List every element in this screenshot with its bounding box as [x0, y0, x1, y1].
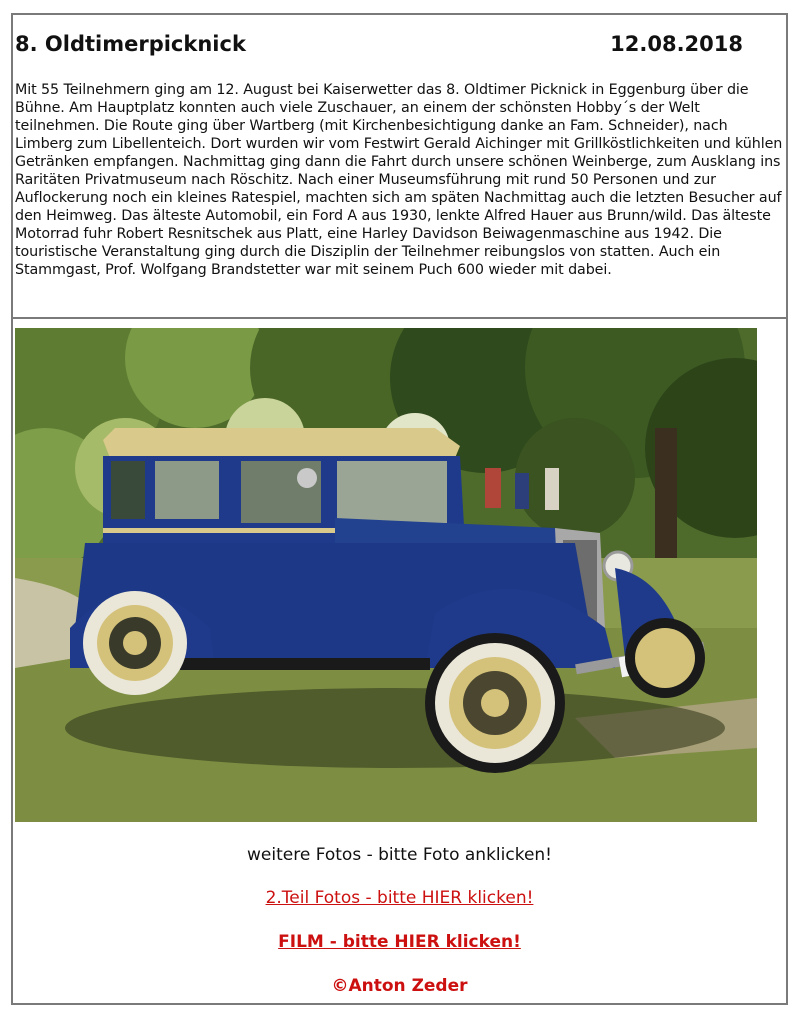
article-title: 8. Oldtimerpicknick: [15, 32, 246, 56]
title-row: [15, 32, 743, 62]
film-link[interactable]: FILM - bitte HIER klicken!: [278, 932, 521, 952]
part2-photos-link-row: [13, 888, 786, 908]
photo-credit: ©Anton Zeder: [331, 976, 468, 996]
article-date: 12.08.2018: [610, 32, 743, 56]
article-cell: [13, 15, 786, 319]
car-photo-image[interactable]: [15, 328, 757, 822]
article-body: Mit 55 Teilnehmern ging am 12. August bei Kaiserwetter das 8. Oldtimer Picknick in Eggenburg über die Bühne. Am Hauptplatz konnten auch viele Zuschauer, an einem der schönsten Hobby´s der Welt teilnehmen. Die Route ging über Wartberg (mit Kirchenbesichtigung danke an Fam. Schneider), nach Limberg zum Libellenteich. Dort wurden wir vom Festwirt Gerald Aichinger mit Grillköstlichkeiten und kühlen Getränken empfangen. Nachmittag ging dann die Fahrt durch unsere schönen Weinberge, zum Ausklang ins Raritäten Privatmuseum nach Röschitz. Nach einer Museumsführung mit rund 50 Personen und zur Auflockerung noch ein kleines Ratespiel, machten sich am späten Nachmittag auch die letzten Besucher auf den Heimweg. Das älteste Automobil, ein Ford A aus 1930, lenkte Alfred Hauer aus Brunn/wild. Das älteste Motorrad fuhr Robert Resnitschek aus Platt, eine Harley Davidson Beiwagenmaschine aus 1942. Die touristische Veranstaltung ging durch die Disziplin der Teilnehmer reibungslos von statten. Auch ein Stammgast, Prof. Wolfgang Brandstetter war mit seinem Puch 600 wieder mit dabei.: [15, 82, 783, 278]
part2-photos-link[interactable]: 2.Teil Fotos - bitte HIER klicken!: [265, 888, 534, 908]
car-photo[interactable]: [15, 328, 757, 822]
content-frame: [11, 13, 788, 1005]
more-photos-caption: weitere Fotos - bitte Foto anklicken!: [247, 845, 552, 865]
film-link-row: [13, 932, 786, 952]
